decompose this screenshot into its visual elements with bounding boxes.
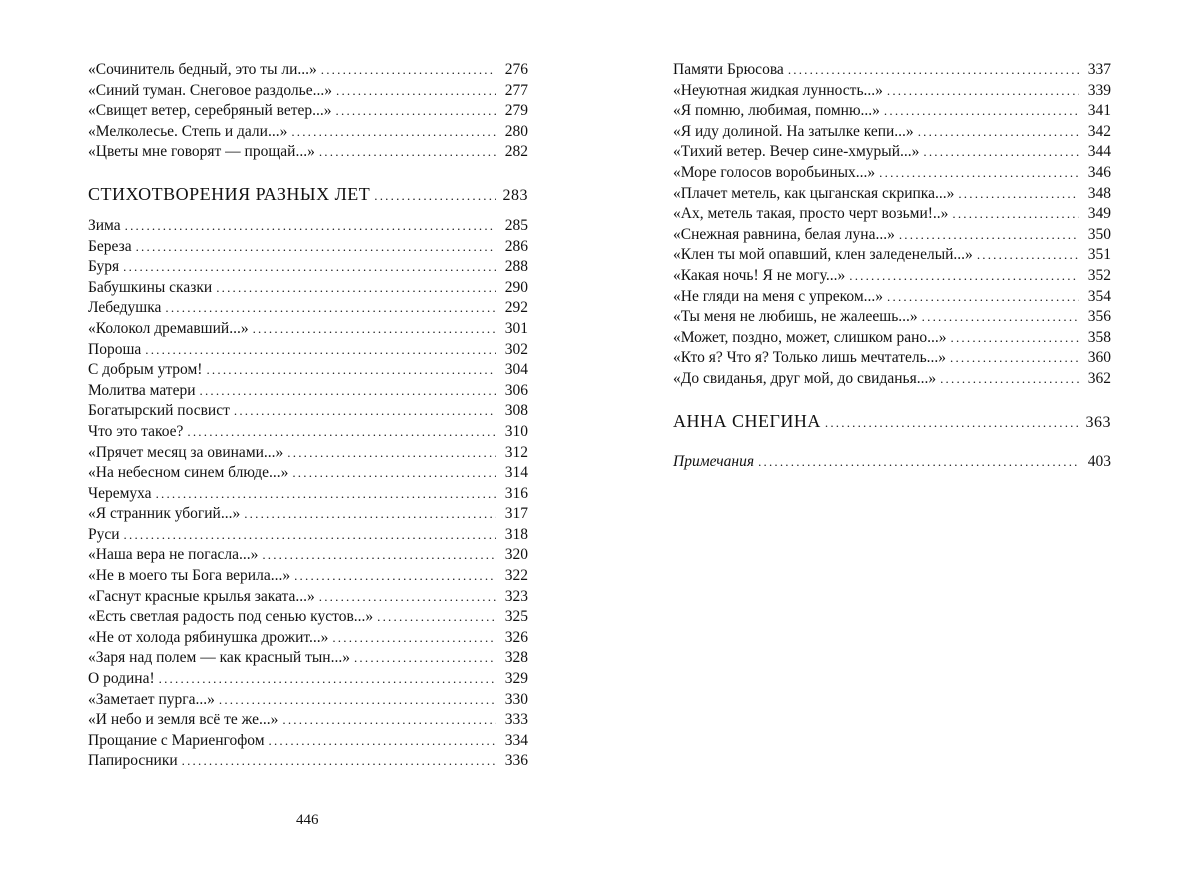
toc-entry [88,566,528,587]
toc-entry-page: 316 [504,484,528,502]
toc-entry [88,648,528,669]
toc-entry-page: 344 [1087,143,1111,161]
toc-entry-page: 320 [504,546,528,564]
leader-dots [788,60,1079,81]
toc-entry-page: 328 [504,649,528,667]
toc-entry [88,60,528,81]
toc-entry-page: 350 [1087,225,1111,243]
toc-entry [88,216,528,237]
leader-dots [182,751,496,772]
leader-dots [124,525,496,546]
toc-entry-page: 326 [504,628,528,646]
toc-entry [673,163,1111,184]
toc-entry-page: 306 [504,381,528,399]
toc-entry-page: 362 [1087,369,1111,387]
toc-entry-title: «Цветы мне говорят — прощай...» [88,143,315,161]
toc-entry-title: «Наша вера не погасла...» [88,546,259,564]
toc-entry [88,257,528,278]
toc-entry-page: 349 [1087,205,1111,223]
notes-entry [673,452,1111,473]
toc-entry-title: «До свиданья, друг мой, до свиданья...» [673,369,937,387]
toc-entry [88,545,528,566]
leader-dots [136,237,496,258]
toc-entry-page: 348 [1087,184,1111,202]
leader-dots [958,184,1079,205]
leader-dots [123,257,496,278]
toc-entry-page: 301 [504,319,528,337]
toc-entry-title: Береза [88,237,132,255]
leader-dots [156,484,496,505]
toc-entry-title: Молитва матери [88,381,196,399]
notes-page: 403 [1087,452,1111,470]
toc-entry [673,81,1111,102]
toc-entry [673,101,1111,122]
toc-entry-page: 337 [1087,61,1111,78]
leader-dots [292,463,496,484]
right-page-toc [673,60,1111,472]
section-title: АННА СНЕГИНА [673,410,821,431]
leader-dots [952,204,1079,225]
toc-entry [673,225,1111,246]
leader-dots [319,142,496,163]
toc-entry-page: 288 [504,258,528,276]
leader-dots [319,587,496,608]
leader-dots [253,319,496,340]
spacer [88,163,528,183]
toc-entry-page: 322 [504,567,528,585]
toc-entry-title: С добрым утром! [88,361,203,379]
section-heading [88,183,528,205]
toc-entry-title: Руси [88,525,120,543]
toc-entry-title: Богатырский посвист [88,402,230,420]
toc-entry-page: 325 [504,608,528,626]
section-title: СТИХОТВОРЕНИЯ РАЗНЫХ ЛЕТ [88,183,371,204]
toc-entry-title: «Море голосов воробьиных...» [673,163,876,181]
toc-entry [88,422,528,443]
leader-dots [145,340,496,361]
toc-entry-page: 302 [504,340,528,358]
toc-entry-page: 290 [504,278,528,296]
toc-entry-title: «Ах, метель такая, просто черт возьми!..» [673,205,949,223]
toc-entry-page: 292 [504,299,528,317]
toc-entry [673,245,1111,266]
toc-entry-title: «Мелколесье. Степь и дали...» [88,122,288,140]
toc-entry [88,122,528,143]
toc-entry-page: 277 [504,81,528,99]
leader-dots [206,360,496,381]
toc-entry-page: 279 [504,102,528,120]
leader-dots [899,225,1079,246]
toc-entry-page: 276 [504,61,528,78]
toc-entry-title: «Гаснут красные крылья заката...» [88,587,315,605]
leader-dots [950,348,1079,369]
toc-entry [673,369,1111,390]
toc-entry [88,101,528,122]
toc-entry-page: 360 [1087,349,1111,367]
leader-dots [951,328,1079,349]
toc-entry-page: 280 [504,122,528,140]
toc-entry-title: «Я помню, любимая, помню...» [673,102,880,120]
toc-entry [88,669,528,690]
toc-entry-page: 318 [504,525,528,543]
toc-entry-page: 314 [504,464,528,482]
leader-dots [125,216,496,237]
toc-entry [88,607,528,628]
toc-entry-page: 310 [504,422,528,440]
toc-entry-title: Буря [88,258,120,276]
left-section-entries [88,216,528,772]
toc-entry [88,319,528,340]
toc-entry-page: 312 [504,443,528,461]
toc-entry [673,287,1111,308]
toc-entry-page: 333 [504,711,528,729]
leader-dots [159,669,496,690]
toc-entry-title: «Прячет месяц за овинами...» [88,443,284,461]
toc-entry-title: «Тихий ветер. Вечер сине-хмурый...» [673,143,920,161]
toc-entry-title: «Свищет ветер, серебряный ветер...» [88,102,332,120]
toc-entry-page: 341 [1087,102,1111,120]
leader-dots [825,412,1079,434]
toc-entry-page: 308 [504,402,528,420]
toc-entry [88,237,528,258]
toc-entry-title: «Ты меня не любишь, не жалеешь...» [673,308,918,326]
toc-entry [673,307,1111,328]
toc-entry-title: «Не от холода рябинушка дрожит...» [88,628,329,646]
leader-dots [879,163,1079,184]
toc-entry-title: «Клен ты мой опавший, клен заледенелый...» [673,246,973,264]
toc-entry [88,298,528,319]
leader-dots [291,122,496,143]
toc-entry [673,122,1111,143]
leader-dots [282,710,496,731]
leader-dots [244,504,496,525]
leader-dots [332,628,496,649]
toc-entry [88,504,528,525]
toc-entry-title: «Заметает пурга...» [88,690,215,708]
toc-entry-title: «Колокол дремавший...» [88,319,249,337]
toc-entry [88,81,528,102]
leader-dots [758,452,1079,473]
toc-entry-title: «Есть светлая радость под сенью кустов...» [88,608,374,626]
toc-entry [88,628,528,649]
toc-entry [673,60,1111,81]
toc-entry-title: Лебедушка [88,299,162,317]
toc-entry-title: «Кто я? Что я? Только лишь мечтатель...» [673,349,947,367]
toc-entry [88,360,528,381]
toc-entry [88,690,528,711]
leader-dots [887,287,1079,308]
spacer [673,390,1111,410]
section-page: 363 [1085,413,1111,431]
toc-entry-title: Пороша [88,340,142,358]
leader-dots [940,369,1079,390]
toc-entry [88,484,528,505]
toc-entry [88,443,528,464]
right-entries [673,60,1111,390]
toc-entry [88,731,528,752]
toc-entry-title: Что это такое? [88,422,184,440]
toc-entry-page: 351 [1087,246,1111,264]
toc-entry-title: «Я иду долиной. На затылке кепи...» [673,122,914,140]
toc-entry-page: 330 [504,690,528,708]
toc-entry-page: 304 [504,361,528,379]
toc-entry-page: 346 [1087,163,1111,181]
leader-dots [262,545,496,566]
toc-entry [88,463,528,484]
toc-entry-page: 339 [1087,81,1111,99]
page-number: 446 [296,812,319,828]
toc-entry-page: 285 [504,216,528,234]
toc-entry [88,401,528,422]
leader-dots [321,60,496,81]
toc-entry [88,525,528,546]
spacer [673,432,1111,452]
toc-entry-title: «Неуютная жидкая лунность...» [673,81,883,99]
toc-entry-page: 282 [504,143,528,161]
toc-entry-title: «Какая ночь! Я не могу...» [673,266,846,284]
toc-entry [88,710,528,731]
leader-dots [269,731,496,752]
left-page-toc [88,60,528,772]
notes-title: Примечания [673,452,755,470]
toc-entry-title: «Не гляди на меня с упреком...» [673,287,884,305]
leader-dots [354,648,496,669]
leader-dots [923,142,1079,163]
leader-dots [187,422,496,443]
leader-dots [219,690,496,711]
toc-entry-page: 342 [1087,122,1111,140]
toc-entry [88,278,528,299]
toc-entry-page: 317 [504,505,528,523]
leader-dots [884,101,1079,122]
toc-entry [673,328,1111,349]
toc-entry-title: «Плачет метель, как цыганская скрипка...» [673,184,955,202]
toc-entry [88,751,528,772]
toc-entry-title: «Заря над полем — как красный тын...» [88,649,350,667]
toc-entry-title: «И небо и земля всё те же...» [88,711,279,729]
toc-entry [88,340,528,361]
leader-dots [922,307,1079,328]
leader-dots [200,381,497,402]
leader-dots [165,298,496,319]
toc-entry-title: О родина! [88,670,155,688]
toc-entry-title: «Может, поздно, может, слишком рано...» [673,328,947,346]
toc-entry-title: Бабушкины сказки [88,278,213,296]
toc-entry [88,381,528,402]
toc-entry-page: 356 [1087,308,1111,326]
toc-entry-title: «Сочинитель бедный, это ты ли...» [88,61,317,78]
toc-entry [673,204,1111,225]
leader-dots [849,266,1079,287]
toc-entry-page: 334 [504,731,528,749]
toc-entry-page: 329 [504,670,528,688]
leader-dots [377,607,496,628]
toc-entry-page: 352 [1087,266,1111,284]
toc-entry [673,266,1111,287]
toc-entry-page: 286 [504,237,528,255]
toc-entry-title: «Синий туман. Снеговое раздолье...» [88,81,332,99]
toc-entry-title: «Не в моего ты Бога верила...» [88,567,291,585]
section-page: 283 [502,186,528,204]
toc-entry-title: «На небесном синем блюде...» [88,464,289,482]
toc-entry-title: Папиросники [88,752,178,770]
leader-dots [234,401,496,422]
toc-entry-title: «Снежная равнина, белая луна...» [673,225,895,243]
toc-entry [673,142,1111,163]
toc-entry-page: 323 [504,587,528,605]
section-heading [673,410,1111,432]
leader-dots [287,443,496,464]
leader-dots [977,245,1079,266]
toc-entry-page: 358 [1087,328,1111,346]
toc-entry-title: «Я странник убогий...» [88,505,241,523]
toc-entry [673,184,1111,205]
leader-dots [294,566,496,587]
toc-entry-title: Зима [88,216,121,234]
toc-entry [673,348,1111,369]
leader-dots [374,185,496,207]
left-top-entries [88,60,528,163]
leader-dots [216,278,496,299]
toc-entry [88,142,528,163]
toc-entry-title: Памяти Брюсова [673,61,784,78]
leader-dots [918,122,1079,143]
leader-dots [336,101,496,122]
leader-dots [887,81,1079,102]
leader-dots [336,81,496,102]
toc-entry-page: 354 [1087,287,1111,305]
toc-entry-title: Черемуха [88,484,152,502]
toc-entry-page: 336 [504,752,528,770]
toc-entry [88,587,528,608]
toc-entry-title: Прощание с Мариенгофом [88,731,265,749]
